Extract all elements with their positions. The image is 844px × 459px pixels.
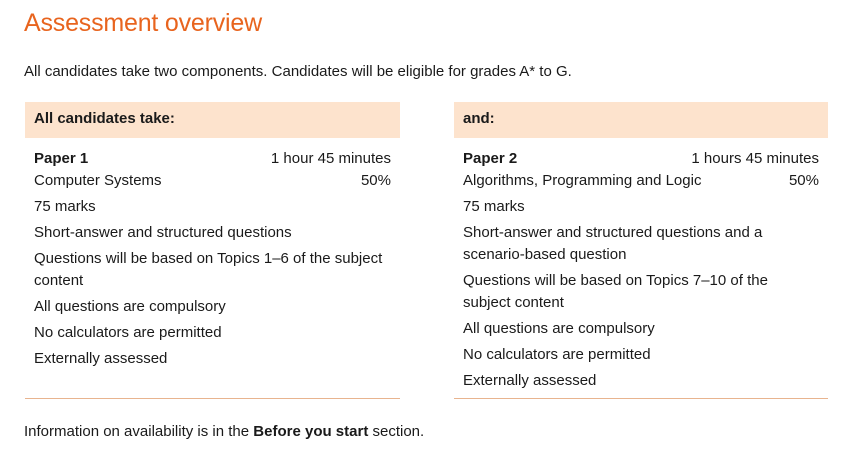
list-item: Short-answer and structured questions and a scenario-based question bbox=[463, 224, 763, 263]
paper-title-right: Paper 2 bbox=[463, 150, 518, 167]
subtitle-row-left bbox=[34, 170, 391, 192]
column-body-left bbox=[25, 138, 400, 370]
paper-duration-left: 1 hour 45 minutes bbox=[270, 150, 391, 167]
list-item: Externally assessed bbox=[463, 372, 597, 389]
page-title: Assessment overview bbox=[24, 9, 262, 37]
component-right bbox=[454, 102, 828, 392]
list-item: No calculators are permitted bbox=[34, 324, 222, 341]
column-header-left: All candidates take: bbox=[25, 102, 400, 138]
paper-title-left: Paper 1 bbox=[34, 150, 89, 167]
paper-subtitle-right: Algorithms, Programming and Logic bbox=[463, 172, 702, 189]
intro-text: All candidates take two components. Candidates will be eligible for grades A* to G. bbox=[24, 63, 572, 80]
list-item: 75 marks bbox=[463, 198, 525, 215]
subtitle-row-right bbox=[463, 170, 819, 192]
divider-left bbox=[25, 398, 400, 399]
divider-right bbox=[454, 398, 828, 399]
list-item: Short-answer and structured questions bbox=[34, 224, 292, 241]
paper-subtitle-left: Computer Systems bbox=[34, 172, 162, 189]
footer-note bbox=[24, 423, 424, 440]
paper-weight-right: 50% bbox=[788, 172, 819, 189]
list-item: Questions will be based on Topics 1–6 of the subject content bbox=[34, 250, 383, 289]
list-item: Questions will be based on Topics 7–10 of the subject content bbox=[463, 272, 768, 311]
footer-prefix: Information on availability is in the bbox=[24, 423, 254, 440]
footer-bold: Before you start bbox=[253, 423, 369, 440]
paper-row-right bbox=[463, 148, 819, 170]
list-item: Externally assessed bbox=[34, 350, 168, 367]
list-item: All questions are compulsory bbox=[463, 320, 655, 337]
footer-suffix: section. bbox=[368, 423, 425, 440]
column-body-right bbox=[454, 138, 828, 392]
paper-duration-right: 1 hours 45 minutes bbox=[691, 150, 819, 167]
list-item: No calculators are permitted bbox=[463, 346, 651, 363]
list-item: All questions are compulsory bbox=[34, 298, 226, 315]
list-item: 75 marks bbox=[34, 198, 96, 215]
paper-weight-left: 50% bbox=[360, 172, 391, 189]
paper-row-left bbox=[34, 148, 391, 170]
column-header-right: and: bbox=[454, 102, 828, 138]
component-left bbox=[25, 102, 400, 370]
